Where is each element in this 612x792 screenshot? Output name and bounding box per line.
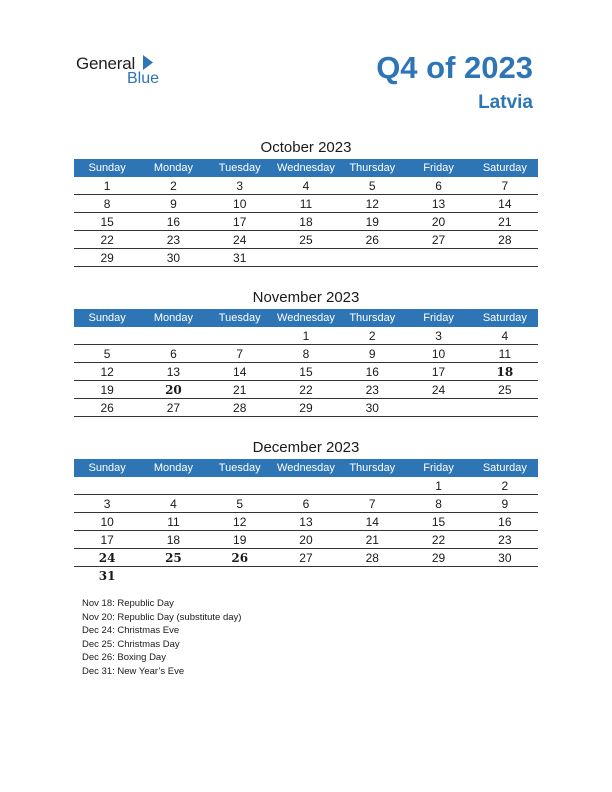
- day-cell: 7: [339, 495, 405, 513]
- country-name: Latvia: [478, 92, 533, 113]
- day-cell: 14: [472, 195, 538, 213]
- day-cell: [472, 399, 538, 417]
- day-cell: [405, 567, 471, 585]
- day-cell: 23: [472, 531, 538, 549]
- day-cell: 15: [405, 513, 471, 531]
- day-cell: 3: [74, 495, 140, 513]
- weekday-header: Tuesday: [207, 309, 273, 327]
- day-cell: 4: [140, 495, 206, 513]
- day-cell: 20: [273, 531, 339, 549]
- day-cell: 1: [74, 177, 140, 195]
- day-cell: 6: [405, 177, 471, 195]
- day-cell: 23: [339, 381, 405, 399]
- day-cell: 18: [472, 363, 538, 381]
- week-row: [74, 249, 538, 267]
- day-cell: 21: [339, 531, 405, 549]
- week-row: [74, 327, 538, 345]
- holiday-item: Dec 24: Christmas Eve: [82, 625, 180, 637]
- day-cell: 1: [273, 327, 339, 345]
- weekday-header: Tuesday: [207, 459, 273, 477]
- week-row: [74, 495, 538, 513]
- day-cell: 25: [273, 231, 339, 249]
- week-row: [74, 231, 538, 249]
- day-cell: 10: [74, 513, 140, 531]
- day-cell: 19: [339, 213, 405, 231]
- day-cell: 6: [273, 495, 339, 513]
- day-cell: 27: [140, 399, 206, 417]
- holiday-list: [82, 597, 241, 679]
- weekday-header: Saturday: [472, 459, 538, 477]
- day-cell: 24: [405, 381, 471, 399]
- day-cell: 5: [74, 345, 140, 363]
- weekday-header: Sunday: [74, 159, 140, 177]
- day-cell: 19: [74, 381, 140, 399]
- day-cell: 28: [472, 231, 538, 249]
- day-cell: 16: [140, 213, 206, 231]
- day-cell: 4: [273, 177, 339, 195]
- day-cell: [74, 477, 140, 495]
- day-cell: 8: [405, 495, 471, 513]
- day-cell: 30: [140, 249, 206, 267]
- day-cell: [207, 477, 273, 495]
- weekday-header: Saturday: [472, 309, 538, 327]
- day-cell: 31: [98, 568, 116, 583]
- holiday-item: Dec 31: New Year’s Eve: [82, 665, 185, 677]
- holiday-item: Dec 26: Boxing Day: [82, 652, 166, 664]
- month-title: November 2023: [252, 289, 360, 306]
- day-cell: 13: [405, 195, 471, 213]
- day-cell: [339, 567, 405, 585]
- day-cell: 26: [74, 399, 140, 417]
- day-cell: 15: [74, 213, 140, 231]
- month-grid: [74, 459, 538, 584]
- day-cell: 3: [405, 327, 471, 345]
- day-cell: 13: [140, 363, 206, 381]
- day-cell: 12: [207, 513, 273, 531]
- month-grid: [74, 309, 538, 417]
- month-title: December 2023: [252, 439, 360, 456]
- day-cell: [339, 249, 405, 267]
- day-cell: 22: [405, 531, 471, 549]
- day-cell: 4: [472, 327, 538, 345]
- day-cell: [74, 327, 140, 345]
- day-cell: [140, 477, 206, 495]
- quarter-title: Q4 of 2023: [376, 50, 533, 85]
- weekday-header: Wednesday: [273, 309, 339, 327]
- day-cell: 18: [273, 213, 339, 231]
- day-cell: 28: [339, 549, 405, 567]
- day-cell: [339, 477, 405, 495]
- day-cell: 29: [405, 549, 471, 567]
- day-cell: 30: [339, 399, 405, 417]
- day-cell: 27: [405, 231, 471, 249]
- week-row: [74, 477, 538, 495]
- day-cell: 25: [472, 381, 538, 399]
- day-cell: 2: [339, 327, 405, 345]
- holiday-item: Nov 20: Republic Day (substitute day): [82, 611, 242, 623]
- month-calendar: [74, 437, 538, 584]
- day-cell: 5: [339, 177, 405, 195]
- week-row: [74, 213, 538, 231]
- day-cell: 21: [207, 381, 273, 399]
- day-cell: 3: [207, 177, 273, 195]
- week-row: [74, 399, 538, 417]
- day-cell: 10: [405, 345, 471, 363]
- day-cell: 24: [207, 231, 273, 249]
- day-cell: 22: [273, 381, 339, 399]
- day-cell: 9: [472, 495, 538, 513]
- day-cell: 21: [472, 213, 538, 231]
- logo-flag-icon: [143, 55, 153, 70]
- weekday-header: Wednesday: [273, 159, 339, 177]
- day-cell: 14: [339, 513, 405, 531]
- day-cell: 28: [207, 399, 273, 417]
- day-cell: 16: [472, 513, 538, 531]
- day-cell: 12: [339, 195, 405, 213]
- weekday-header: Monday: [140, 459, 206, 477]
- logo-general-text: General: [76, 54, 136, 73]
- day-cell: [405, 399, 471, 417]
- weekday-header: Sunday: [74, 459, 140, 477]
- weekday-header: Monday: [140, 159, 206, 177]
- day-cell: [207, 567, 273, 585]
- day-cell: 8: [273, 345, 339, 363]
- week-row: [74, 513, 538, 531]
- day-cell: [472, 567, 538, 585]
- day-cell: 18: [140, 531, 206, 549]
- week-row: [74, 549, 538, 567]
- day-cell: 17: [74, 531, 140, 549]
- day-cell: 17: [405, 363, 471, 381]
- day-cell: 26: [207, 549, 273, 567]
- weekday-header: Friday: [405, 309, 471, 327]
- weekday-header: Thursday: [339, 309, 405, 327]
- day-cell: 17: [207, 213, 273, 231]
- day-cell: 1: [405, 477, 471, 495]
- day-cell: 11: [273, 195, 339, 213]
- weekday-header: Thursday: [339, 159, 405, 177]
- day-cell: 25: [140, 549, 206, 567]
- weekday-header: Tuesday: [207, 159, 273, 177]
- day-cell: [273, 567, 339, 585]
- month-grid: [74, 159, 538, 267]
- day-cell: [405, 249, 471, 267]
- day-cell: [273, 477, 339, 495]
- week-row: [74, 177, 538, 195]
- week-row: [74, 567, 538, 585]
- day-cell: [140, 327, 206, 345]
- day-cell: 10: [207, 195, 273, 213]
- day-cell: [207, 327, 273, 345]
- day-cell: 22: [74, 231, 140, 249]
- day-cell: [273, 249, 339, 267]
- day-cell: 7: [472, 177, 538, 195]
- day-cell: 5: [207, 495, 273, 513]
- day-cell: 23: [140, 231, 206, 249]
- day-cell: 26: [339, 231, 405, 249]
- day-cell: 7: [207, 345, 273, 363]
- day-cell: 11: [140, 513, 206, 531]
- week-row: [74, 531, 538, 549]
- day-cell: 9: [140, 195, 206, 213]
- day-cell: 11: [472, 345, 538, 363]
- day-cell: 2: [472, 477, 538, 495]
- day-cell: 29: [273, 399, 339, 417]
- day-cell: 15: [273, 363, 339, 381]
- day-cell: 31: [207, 249, 273, 267]
- logo-blue-text: Blue: [127, 70, 160, 87]
- day-cell: 24: [74, 549, 140, 567]
- day-cell: 20: [140, 381, 206, 399]
- day-cell: [140, 567, 206, 585]
- weekday-header: Wednesday: [273, 459, 339, 477]
- day-cell: 19: [207, 531, 273, 549]
- day-cell: 13: [273, 513, 339, 531]
- holiday-item: Dec 25: Christmas Day: [82, 638, 180, 650]
- month-calendar: [74, 287, 538, 417]
- day-cell: 6: [140, 345, 206, 363]
- weekday-header: Saturday: [472, 159, 538, 177]
- month-calendar: [74, 137, 538, 267]
- weekday-header: Friday: [405, 459, 471, 477]
- day-cell: 29: [74, 249, 140, 267]
- generalblue-logo: [76, 54, 176, 90]
- day-cell: 14: [207, 363, 273, 381]
- day-cell: 16: [339, 363, 405, 381]
- weekday-header: Friday: [405, 159, 471, 177]
- week-row: [74, 345, 538, 363]
- day-cell: 8: [74, 195, 140, 213]
- day-cell: 12: [74, 363, 140, 381]
- month-title: October 2023: [260, 139, 352, 156]
- week-row: [74, 363, 538, 381]
- day-cell: 20: [405, 213, 471, 231]
- day-cell: 9: [339, 345, 405, 363]
- day-cell: 27: [273, 549, 339, 567]
- weekday-header: Thursday: [339, 459, 405, 477]
- week-row: [74, 381, 538, 399]
- holiday-item: Nov 18: Republic Day: [82, 598, 174, 609]
- week-row: [74, 195, 538, 213]
- day-cell: 30: [472, 549, 538, 567]
- day-cell: 2: [140, 177, 206, 195]
- weekday-header: Sunday: [74, 309, 140, 327]
- day-cell: [472, 249, 538, 267]
- weekday-header: Monday: [140, 309, 206, 327]
